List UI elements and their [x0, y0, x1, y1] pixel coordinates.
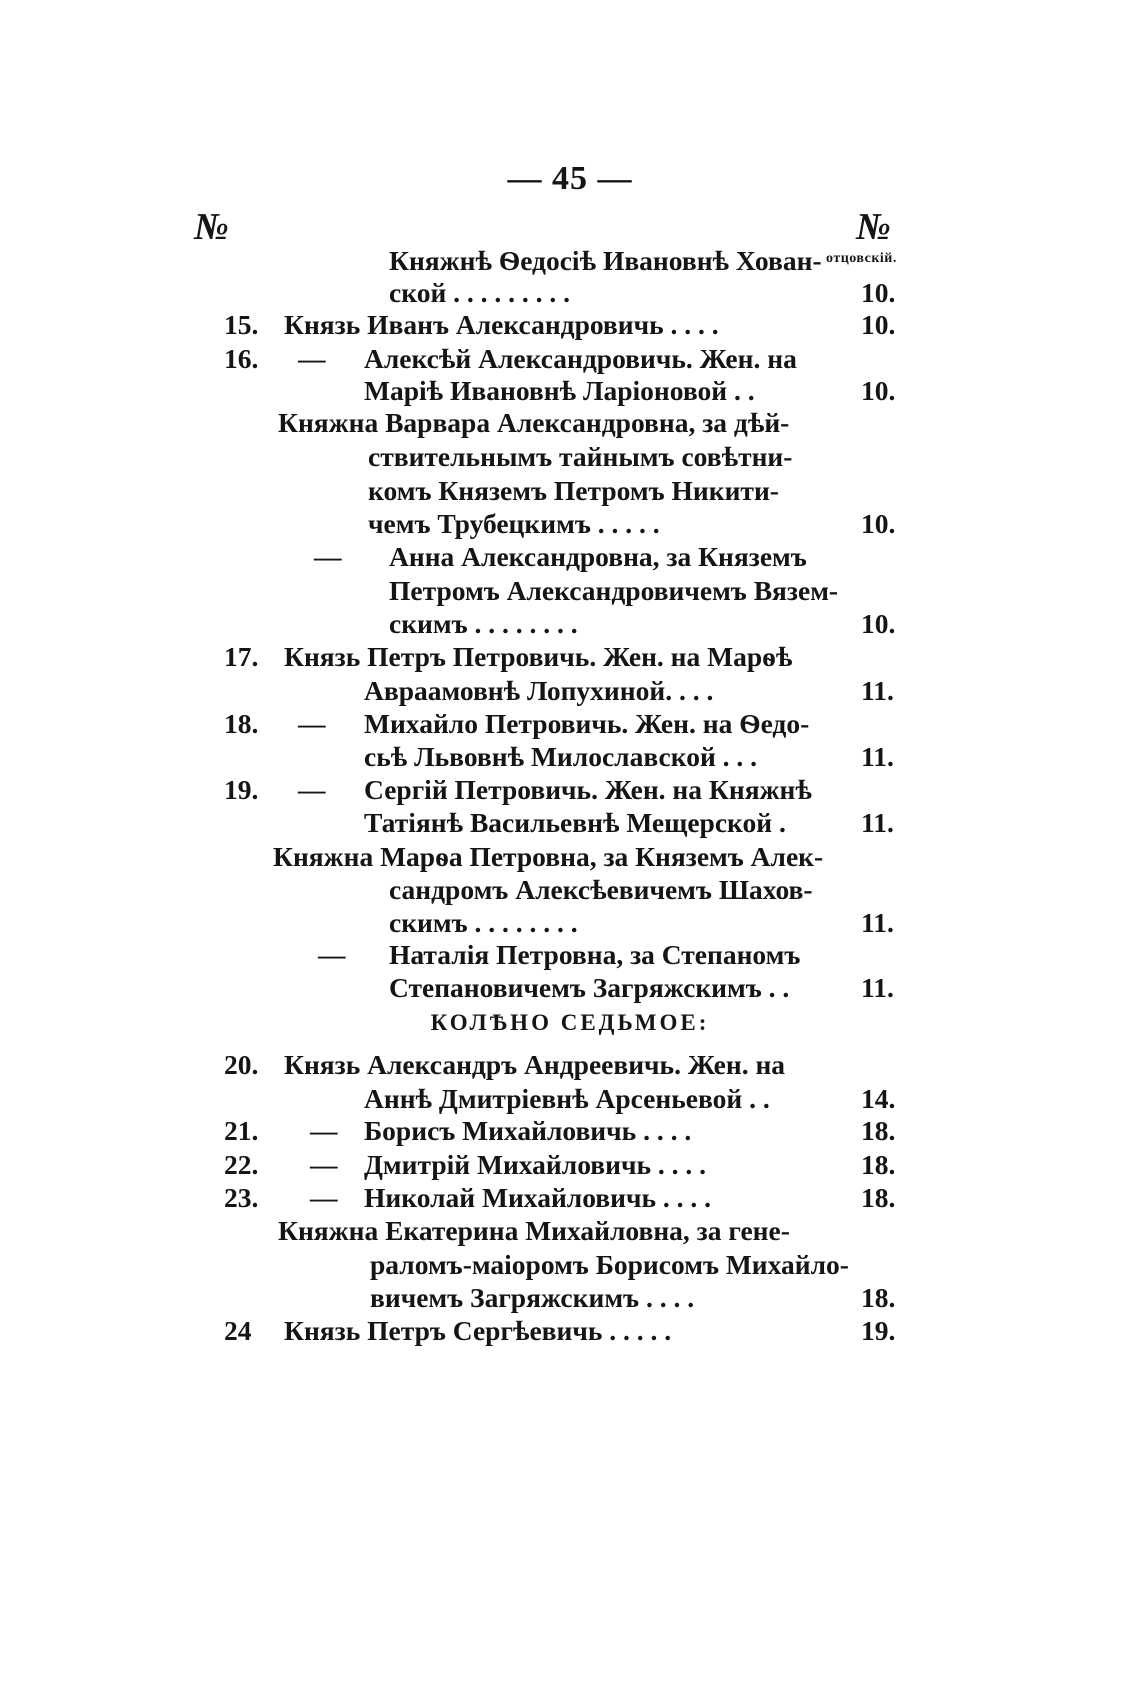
entry-reference: 11. [861, 972, 894, 1003]
entry-text: Княжна Екатерина Михайловна, за гене- [278, 1215, 790, 1246]
entry-line [0, 607, 1140, 641]
entry-line [0, 244, 1140, 278]
entry-number: 17. [224, 641, 259, 672]
entry-text: Наталія Петровна, за Степаномъ [389, 939, 801, 970]
entry-number: 23. [224, 1182, 259, 1213]
entry-text: скимъ . . . . . . . . [389, 907, 578, 938]
entry-reference: 19. [861, 1315, 896, 1346]
entry-text: чемъ Трубецкимъ . . . . . [368, 508, 660, 539]
entry-text: Анна Александровна, за Княземъ [389, 541, 807, 572]
entry-text: комъ Княземъ Петромъ Никити- [368, 475, 779, 506]
entry-reference: 10. [861, 608, 896, 639]
entry-text: скимъ . . . . . . . . [389, 608, 578, 639]
column-subheading: отцовскій. [826, 251, 897, 266]
entry-reference: 10. [861, 309, 896, 340]
entry-line [0, 1114, 1140, 1148]
entry-text: Князь Иванъ Александровичь . . . . [284, 309, 719, 340]
entry-reference: 14. [861, 1083, 896, 1114]
entry-line [0, 540, 1140, 574]
entry-text: Петромъ Александровичемъ Вязем- [389, 575, 839, 606]
entry-reference: 18. [861, 1282, 896, 1313]
entry-text: Сергій Петровичь. Жен. на Княжнѣ [364, 774, 812, 805]
entry-text: Татіянѣ Васильевнѣ Мещерской . [364, 807, 786, 838]
entry-text: Алексѣй Александровичь. Жен. на [364, 343, 797, 374]
entry-line [0, 308, 1140, 342]
ditto-dash: — [298, 343, 326, 374]
entry-line [0, 840, 1140, 874]
entry-line [0, 276, 1140, 310]
entry-text: Борисъ Михайловичь . . . . [364, 1115, 692, 1146]
entry-line [0, 938, 1140, 972]
entry-line [0, 574, 1140, 608]
entry-text: Маріѣ Ивановнѣ Ларіоновой . . [364, 375, 755, 406]
entry-text: Князь Петръ Сергѣевичь . . . . . [284, 1315, 672, 1346]
entry-line [0, 873, 1140, 907]
entry-reference: 11. [861, 807, 894, 838]
entry-text: раломъ-маіоромъ Борисомъ Михайло- [370, 1249, 849, 1280]
entry-reference: 10. [861, 375, 896, 406]
entry-number: 22. [224, 1149, 259, 1180]
entry-text: вичемъ Загряжскимъ . . . . [370, 1282, 695, 1313]
entry-number: 16. [224, 343, 259, 374]
entry-text: ской . . . . . . . . . [389, 277, 571, 308]
entry-line [0, 440, 1140, 474]
ditto-dash: — [310, 1115, 338, 1146]
entry-line [0, 474, 1140, 508]
entry-text: Аннѣ Дмитріевнѣ Арсеньевой . . [364, 1083, 770, 1114]
entry-line [0, 906, 1140, 940]
entry-line [0, 971, 1140, 1005]
column-number-sign-left: № [194, 206, 229, 248]
ditto-dash: — [298, 774, 326, 805]
entry-line [0, 806, 1140, 840]
ditto-dash: — [298, 708, 326, 739]
entry-reference: 18. [861, 1149, 896, 1180]
entry-line [0, 674, 1140, 708]
entry-line [0, 1281, 1140, 1315]
entry-line [0, 374, 1140, 408]
entry-line [0, 773, 1140, 807]
entry-reference: 18. [861, 1182, 896, 1213]
entry-number: 18. [224, 708, 259, 739]
entry-reference: 11. [861, 907, 894, 938]
entry-text: Княжнѣ Ѳедосіѣ Ивановнѣ Хован- [389, 245, 822, 276]
entry-text: Авраамовнѣ Лопухиной. . . . [364, 675, 714, 706]
entry-line [0, 1214, 1140, 1248]
ditto-dash: — [310, 1149, 338, 1180]
entry-reference: 10. [861, 277, 896, 308]
entry-reference: 11. [861, 741, 894, 772]
entry-text: Княжна Варвара Александровна, за дѣй- [278, 407, 790, 438]
entry-number: 19. [224, 774, 259, 805]
entry-line [0, 342, 1140, 376]
entry-line [0, 640, 1140, 674]
ditto-dash: — [310, 1182, 338, 1213]
page-number: — 45 — [507, 160, 633, 197]
entry-line [0, 707, 1140, 741]
entry-line [0, 507, 1140, 541]
entry-text: ствительнымъ тайнымъ совѣтни- [368, 441, 793, 472]
entry-line [0, 740, 1140, 774]
entry-reference: 10. [861, 508, 896, 539]
entry-text: Дмитрій Михайловичь . . . . [364, 1149, 707, 1180]
entry-line [0, 1048, 1140, 1082]
entry-number: 15. [224, 309, 259, 340]
section-heading: КОЛѢНО СЕДЬМОЕ: [430, 1010, 710, 1035]
entry-number: 21. [224, 1115, 259, 1146]
entry-text: Князь Петръ Петровичь. Жен. на Марѳѣ [284, 641, 793, 672]
entry-line [0, 1181, 1140, 1215]
entry-text: Михайло Петровичь. Жен. на Ѳедо- [364, 708, 810, 739]
ditto-dash: — [314, 541, 342, 572]
entry-reference: 11. [861, 675, 894, 706]
entry-text: сьѣ Львовнѣ Милославской . . . [364, 741, 758, 772]
entry-number: 24 [224, 1315, 252, 1346]
entry-line [0, 1314, 1140, 1348]
entry-reference: 18. [861, 1115, 896, 1146]
entry-line [0, 1082, 1140, 1116]
entry-text: Князь Александръ Андреевичь. Жен. на [284, 1049, 786, 1080]
entry-line [0, 1248, 1140, 1282]
column-number-sign-right: № [856, 206, 891, 248]
entry-text: Николай Михайловичь . . . . [364, 1182, 712, 1213]
ditto-dash: — [318, 939, 346, 970]
entry-text: сандромъ Алексѣевичемъ Шахов- [389, 874, 813, 905]
entry-number: 20. [224, 1049, 259, 1080]
entry-line [0, 406, 1140, 440]
entry-line [0, 1148, 1140, 1182]
entry-text: Степановичемъ Загряжскимъ . . [389, 972, 790, 1003]
entry-text: Княжна Марѳа Петровна, за Княземъ Алек- [273, 841, 824, 872]
